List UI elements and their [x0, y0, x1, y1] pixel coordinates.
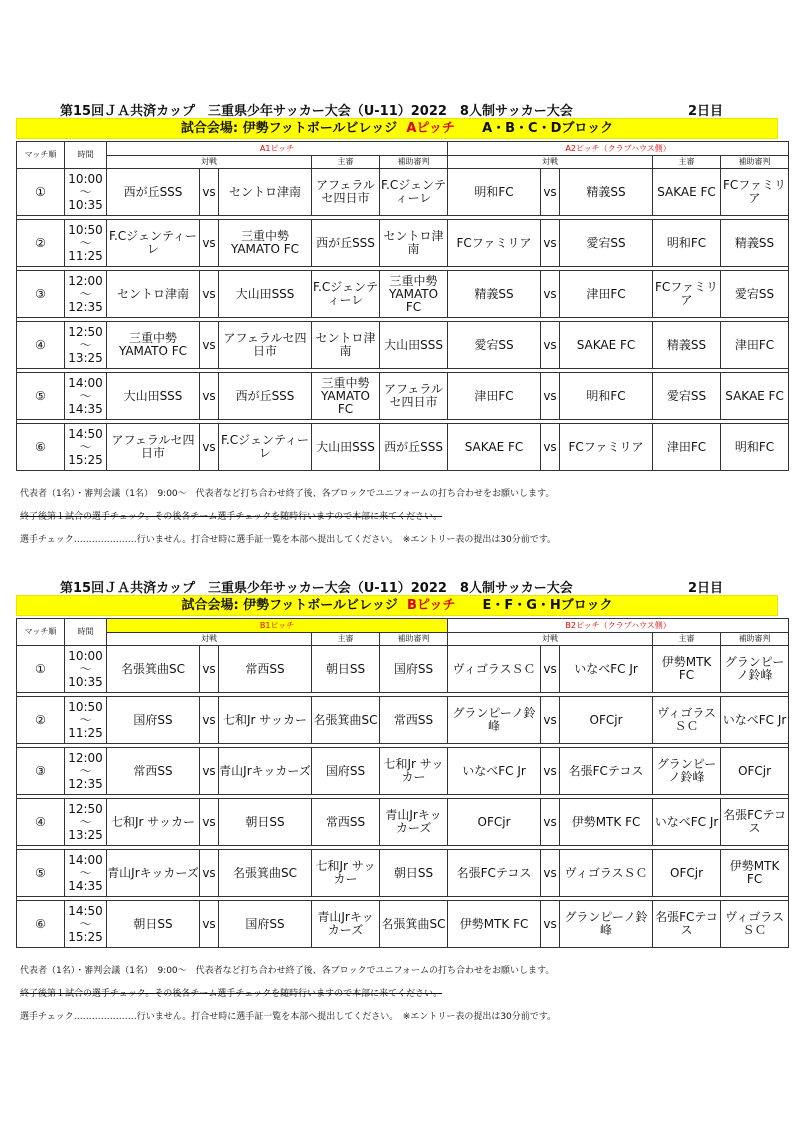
right-referee: 愛宕SS — [653, 373, 721, 420]
left-assistant: 三重中勢YAMATO FC — [380, 271, 448, 318]
left-home-team: 西が丘SSS — [107, 169, 200, 216]
right-home-team: 愛宕SS — [448, 322, 541, 369]
right-vs: vs — [541, 373, 560, 420]
header-match-left: 対戦 — [107, 156, 312, 169]
table-row — [17, 424, 789, 471]
venue-name: 試合会場: 伊勢フットボールビレッジ — [180, 121, 398, 136]
right-away-team: いなべFC Jr — [560, 646, 653, 693]
right-vs: vs — [541, 901, 560, 948]
table-row — [17, 322, 789, 369]
match-time — [65, 424, 107, 471]
right-home-team: 伊勢MTK FC — [448, 901, 541, 948]
left-away-team: 朝日SS — [219, 799, 312, 846]
right-vs: vs — [541, 220, 560, 267]
time-sep: 〜 — [79, 916, 92, 931]
left-referee: アフェラルセ四日市 — [312, 169, 380, 216]
left-away-team: 三重中勢YAMATO FC — [219, 220, 312, 267]
right-home-team: 精義SS — [448, 271, 541, 318]
table-row — [17, 748, 789, 795]
left-assistant: 常西SS — [380, 697, 448, 744]
time-start: 14:00 — [68, 852, 103, 867]
left-away-team: 常西SS — [219, 646, 312, 693]
note-player-check: 選手チェック…………………行いません。打合せ時に選手証一覧を本部へ提出してください。 ※エントリー表の提出は30分前です。 — [20, 535, 557, 545]
venue-banner — [16, 118, 778, 139]
match-number: ⑤ — [17, 850, 65, 897]
right-assistant: 伊勢MTK FC — [721, 850, 789, 897]
match-number: ④ — [17, 322, 65, 369]
time-sep: 〜 — [79, 865, 92, 880]
left-assistant: 名張箕曲SC — [380, 901, 448, 948]
match-number: ① — [17, 646, 65, 693]
right-referee: 伊勢MTK FC — [653, 646, 721, 693]
left-away-team: 大山田SSS — [219, 271, 312, 318]
match-time — [65, 271, 107, 318]
right-vs: vs — [541, 646, 560, 693]
right-assistant: 名張FCテコス — [721, 799, 789, 846]
time-end: 15:25 — [68, 929, 103, 944]
right-vs: vs — [541, 322, 560, 369]
left-referee: 大山田SSS — [312, 424, 380, 471]
right-home-team: FCファミリア — [448, 220, 541, 267]
right-home-team: ヴィゴラスＳＣ — [448, 646, 541, 693]
match-number: ⑥ — [17, 901, 65, 948]
right-vs: vs — [541, 748, 560, 795]
right-referee: FCファミリア — [653, 271, 721, 318]
section-header — [16, 573, 778, 595]
left-home-team: 三重中勢YAMATO FC — [107, 322, 200, 369]
left-home-team: 大山田SSS — [107, 373, 200, 420]
right-away-team: FCファミリア — [560, 424, 653, 471]
venue-banner — [16, 595, 778, 616]
venue-blocks: E・F・G・Hブロック — [482, 598, 613, 613]
header-match-left: 対戦 — [107, 633, 312, 646]
right-referee: 津田FC — [653, 424, 721, 471]
venue-name: 試合会場: 伊勢フットボールビレッジ — [181, 598, 398, 613]
table-row — [17, 220, 789, 267]
header-referee-left: 主審 — [312, 633, 380, 646]
header-match-right: 対戦 — [448, 156, 653, 169]
match-time — [65, 901, 107, 948]
match-time — [65, 220, 107, 267]
time-start: 12:00 — [68, 750, 103, 765]
time-start: 10:00 — [68, 171, 103, 186]
right-vs: vs — [541, 169, 560, 216]
left-home-team: 国府SS — [107, 697, 200, 744]
match-number: ③ — [17, 271, 65, 318]
time-sep: 〜 — [79, 763, 92, 778]
time-start: 14:50 — [68, 426, 103, 441]
right-away-team: ヴィゴラスＳＣ — [560, 850, 653, 897]
table-row — [17, 271, 789, 318]
table-row — [17, 169, 789, 216]
right-referee: いなべFC Jr — [653, 799, 721, 846]
right-vs: vs — [541, 424, 560, 471]
schedule-section-a — [16, 96, 787, 471]
left-home-team: アフェラルセ四日市 — [107, 424, 200, 471]
time-end: 14:35 — [68, 401, 103, 416]
table-row — [17, 373, 789, 420]
time-sep: 〜 — [79, 337, 92, 352]
note-meeting: 代表者（1名）・審判会議（1名） 9:00〜 代表者など打ち合わせ終了後、各ブロックでユニフォームの打ち合わせをお願いします。 — [20, 489, 555, 499]
left-vs: vs — [200, 901, 219, 948]
day-label: 2日目 — [688, 104, 724, 119]
left-assistant: 青山Jrキッカーズ — [380, 799, 448, 846]
right-referee: ヴィゴラスＳＣ — [653, 697, 721, 744]
table-row — [17, 799, 789, 846]
header-time: 時間 — [65, 619, 107, 646]
right-away-team: グランピーノ鈴峰 — [560, 901, 653, 948]
right-away-team: 伊勢MTK FC — [560, 799, 653, 846]
left-referee: 七和Jr サッカー — [312, 850, 380, 897]
right-away-team: 明和FC — [560, 373, 653, 420]
left-vs: vs — [200, 646, 219, 693]
left-referee: F.Cジェンティーレ — [312, 271, 380, 318]
time-start: 12:00 — [68, 273, 103, 288]
time-sep: 〜 — [79, 184, 92, 199]
header-assistant-right: 補助審判 — [721, 156, 789, 169]
header-time: 時間 — [65, 142, 107, 169]
left-vs: vs — [200, 799, 219, 846]
right-home-team: 名張FCテコス — [448, 850, 541, 897]
match-time — [65, 799, 107, 846]
left-away-team: 七和Jr サッカー — [219, 697, 312, 744]
left-away-team: 西が丘SSS — [219, 373, 312, 420]
time-sep: 〜 — [79, 286, 92, 301]
right-vs: vs — [541, 799, 560, 846]
match-time — [65, 748, 107, 795]
time-end: 13:25 — [68, 350, 103, 365]
right-assistant: 津田FC — [721, 322, 789, 369]
right-referee: SAKAE FC — [653, 169, 721, 216]
right-home-team: 明和FC — [448, 169, 541, 216]
left-assistant: F.Cジェンティーレ — [380, 169, 448, 216]
time-end: 10:35 — [68, 197, 103, 212]
time-start: 10:50 — [68, 699, 103, 714]
right-assistant: グランピーノ鈴峰 — [721, 646, 789, 693]
header-match-right: 対戦 — [448, 633, 653, 646]
right-away-team: SAKAE FC — [560, 322, 653, 369]
right-home-team: 津田FC — [448, 373, 541, 420]
right-home-team: いなべFC Jr — [448, 748, 541, 795]
left-vs: vs — [200, 220, 219, 267]
right-away-team: 名張FCテコス — [560, 748, 653, 795]
table-row — [17, 697, 789, 744]
left-vs: vs — [200, 748, 219, 795]
match-number: ⑥ — [17, 424, 65, 471]
time-end: 15:25 — [68, 452, 103, 467]
tournament-title: 第15回ＪＡ共済カップ 三重県少年サッカー大会（U-11）2022 8人制サッカー大会 — [60, 104, 573, 119]
match-number: ④ — [17, 799, 65, 846]
right-referee: OFCjr — [653, 850, 721, 897]
left-referee: 三重中勢YAMATO FC — [312, 373, 380, 420]
left-home-team: F.Cジェンティーレ — [107, 220, 200, 267]
time-sep: 〜 — [79, 814, 92, 829]
left-referee: 常西SS — [312, 799, 380, 846]
right-home-team: SAKAE FC — [448, 424, 541, 471]
right-home-team: OFCjr — [448, 799, 541, 846]
left-home-team: 常西SS — [107, 748, 200, 795]
header-assistant-left: 補助審判 — [380, 633, 448, 646]
left-away-team: 国府SS — [219, 901, 312, 948]
left-referee: 国府SS — [312, 748, 380, 795]
right-assistant: いなべFC Jr — [721, 697, 789, 744]
note-player-check-struck: 終了後第１試合の選手チェック。その後各チーム選手チェックを随時行いますので本部に来てください。 — [20, 512, 443, 522]
header-match-no: マッチ順 — [17, 619, 65, 646]
left-vs: vs — [200, 169, 219, 216]
time-start: 12:50 — [68, 801, 103, 816]
time-end: 12:35 — [68, 299, 103, 314]
right-assistant: SAKAE FC — [721, 373, 789, 420]
time-end: 11:25 — [68, 725, 103, 740]
time-sep: 〜 — [79, 439, 92, 454]
venue-blocks: A・B・C・Dブロック — [482, 121, 614, 136]
header-assistant-left: 補助審判 — [380, 156, 448, 169]
header-match-no: マッチ順 — [17, 142, 65, 169]
left-vs: vs — [200, 271, 219, 318]
match-time — [65, 697, 107, 744]
left-referee: 西が丘SSS — [312, 220, 380, 267]
match-time — [65, 169, 107, 216]
right-referee: 名張FCテコス — [653, 901, 721, 948]
left-assistant: 大山田SSS — [380, 322, 448, 369]
match-time — [65, 850, 107, 897]
left-away-team: 青山Jrキッカーズ — [219, 748, 312, 795]
header-pitch-right: B2ピッチ（クラブハウス側） — [448, 619, 789, 633]
time-start: 10:50 — [68, 222, 103, 237]
tournament-title: 第15回ＪＡ共済カップ 三重県少年サッカー大会（U-11）2022 8人制サッカー大会 — [60, 581, 573, 596]
right-referee: 明和FC — [653, 220, 721, 267]
left-assistant: セントロ津南 — [380, 220, 448, 267]
header-pitch-right: A2ピッチ（クラブハウス側） — [448, 142, 789, 156]
right-away-team: OFCjr — [560, 697, 653, 744]
time-sep: 〜 — [79, 235, 92, 250]
right-assistant: OFCjr — [721, 748, 789, 795]
left-home-team: 朝日SS — [107, 901, 200, 948]
match-time — [65, 646, 107, 693]
right-vs: vs — [541, 271, 560, 318]
match-time — [65, 322, 107, 369]
table-row — [17, 901, 789, 948]
left-assistant: アフェラルセ四日市 — [380, 373, 448, 420]
schedule-table — [16, 141, 789, 471]
time-end: 14:35 — [68, 878, 103, 893]
section-header — [16, 96, 778, 118]
left-vs: vs — [200, 424, 219, 471]
left-assistant: 七和Jr サッカー — [380, 748, 448, 795]
table-row — [17, 850, 789, 897]
time-sep: 〜 — [79, 388, 92, 403]
match-time — [65, 373, 107, 420]
match-number: ② — [17, 697, 65, 744]
left-home-team: セントロ津南 — [107, 271, 200, 318]
right-assistant: 明和FC — [721, 424, 789, 471]
header-pitch-left: A1ピッチ — [107, 142, 448, 156]
left-vs: vs — [200, 373, 219, 420]
right-assistant: ヴィゴラスＳＣ — [721, 901, 789, 948]
right-assistant: 愛宕SS — [721, 271, 789, 318]
left-referee: 朝日SS — [312, 646, 380, 693]
note-meeting: 代表者（1名）・審判会議（1名） 9:00〜 代表者など打ち合わせ終了後、各ブロックでユニフォームの打ち合わせをお願いします。 — [20, 966, 555, 976]
left-vs: vs — [200, 697, 219, 744]
match-number: ① — [17, 169, 65, 216]
left-home-team: 七和Jr サッカー — [107, 799, 200, 846]
right-assistant: FCファミリア — [721, 169, 789, 216]
right-referee: 精義SS — [653, 322, 721, 369]
right-vs: vs — [541, 697, 560, 744]
match-number: ⑤ — [17, 373, 65, 420]
right-home-team: グランピーノ鈴峰 — [448, 697, 541, 744]
table-row — [17, 646, 789, 693]
left-vs: vs — [200, 322, 219, 369]
schedule-section-b — [16, 573, 787, 948]
left-away-team: 名張箕曲SC — [219, 850, 312, 897]
schedule-table — [16, 618, 789, 948]
left-away-team: アフェラルセ四日市 — [219, 322, 312, 369]
time-end: 11:25 — [68, 248, 103, 263]
left-away-team: セントロ津南 — [219, 169, 312, 216]
match-number: ③ — [17, 748, 65, 795]
left-home-team: 青山Jrキッカーズ — [107, 850, 200, 897]
right-away-team: 精義SS — [560, 169, 653, 216]
header-referee-right: 主審 — [653, 633, 721, 646]
match-number: ② — [17, 220, 65, 267]
time-sep: 〜 — [79, 712, 92, 727]
left-referee: 青山Jrキッカーズ — [312, 901, 380, 948]
right-away-team: 愛宕SS — [560, 220, 653, 267]
time-start: 12:50 — [68, 324, 103, 339]
left-away-team: F.Cジェンティーレ — [219, 424, 312, 471]
header-assistant-right: 補助審判 — [721, 633, 789, 646]
right-away-team: 津田FC — [560, 271, 653, 318]
left-vs: vs — [200, 850, 219, 897]
time-start: 10:00 — [68, 648, 103, 663]
header-pitch-left: B1ピッチ — [107, 619, 448, 633]
time-start: 14:00 — [68, 375, 103, 390]
note-player-check-struck: 終了後第１試合の選手チェック。その後各チーム選手チェックを随時行いますので本部に来てください。 — [20, 989, 443, 999]
venue-pitch: Aピッチ — [406, 121, 455, 136]
time-start: 14:50 — [68, 903, 103, 918]
time-end: 12:35 — [68, 776, 103, 791]
left-assistant: 朝日SS — [380, 850, 448, 897]
header-referee-right: 主審 — [653, 156, 721, 169]
left-home-team: 名張箕曲SC — [107, 646, 200, 693]
right-referee: グランピーノ鈴峰 — [653, 748, 721, 795]
right-vs: vs — [541, 850, 560, 897]
note-player-check: 選手チェック…………………行いません。打合せ時に選手証一覧を本部へ提出してください。 ※エントリー表の提出は30分前です。 — [20, 1012, 557, 1022]
time-sep: 〜 — [79, 661, 92, 676]
left-assistant: 国府SS — [380, 646, 448, 693]
venue-pitch: Bピッチ — [406, 598, 456, 613]
header-referee-left: 主審 — [312, 156, 380, 169]
left-assistant: 西が丘SSS — [380, 424, 448, 471]
left-referee: 名張箕曲SC — [312, 697, 380, 744]
time-end: 10:35 — [68, 674, 103, 689]
right-assistant: 精義SS — [721, 220, 789, 267]
time-end: 13:25 — [68, 827, 103, 842]
day-label: 2日目 — [688, 581, 724, 596]
left-referee: セントロ津南 — [312, 322, 380, 369]
